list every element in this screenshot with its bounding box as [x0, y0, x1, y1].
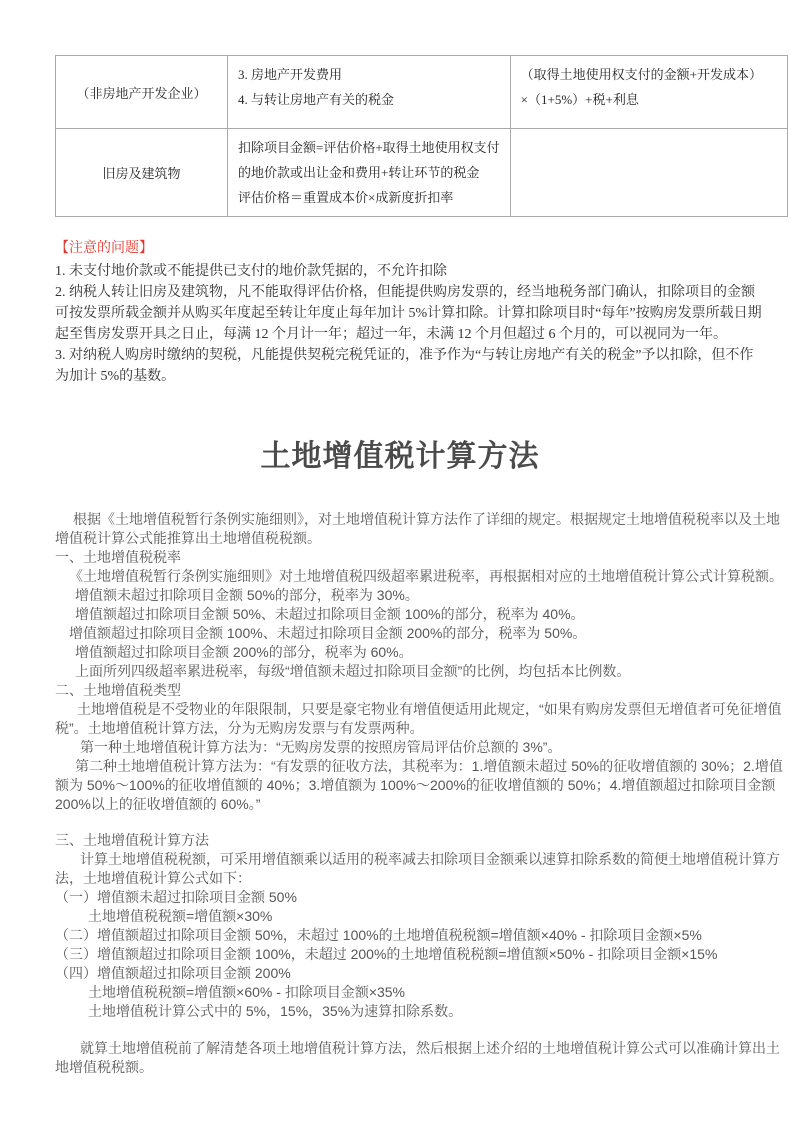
section-heading-3: 三、土地增值税计算方法 [55, 832, 209, 848]
table-cell-deduction-items [228, 56, 511, 129]
article-paragraph: 《土地增值税暂行条例实施细则》对土地增值税四级超率累进税率，再根据相对应的土地增值税计算公式计算税额。 [69, 568, 783, 584]
note-item: 1. 未支付地价款或不能提供已支付的地价款凭据的，不允许扣除 [55, 264, 447, 279]
table-cell-line: 扣除项目金额=评估价格+取得土地使用权支付 [238, 140, 500, 155]
article-paragraph: 增值额超过扣除项目金额 200%的部分，税率为 60%。 [75, 644, 413, 660]
notes-header: 【注意的问题】 [55, 241, 153, 256]
section-heading-2: 二、土地增值税类型 [55, 682, 181, 698]
article-paragraph: 第一种土地增值税计算方法为：“无购房发票的按照房管局评估价总额的 3%”。 [80, 739, 562, 755]
article-body [55, 510, 792, 1077]
table-cell-category: 旧房及建筑物 [56, 129, 228, 217]
article-paragraph: 计算土地增值税税额，可采用增值额乘以适用的税率减去扣除项目金额乘以速算扣除系数的简便土地增值税计算方法，土地增值税计算公式如下： [55, 851, 780, 886]
article-paragraph: （四）增值额超过扣除项目金额 200% [55, 965, 291, 981]
notes-section [55, 238, 767, 387]
article-paragraph: （一）增值额未超过扣除项目金额 50% [55, 889, 297, 905]
page-title: 土地增值税计算方法 [260, 440, 540, 473]
table-row [56, 129, 788, 217]
article-formula: 土地增值税税额=增值额×30% [88, 908, 273, 924]
table-cell-line: ×（1+5%）+税+利息 [520, 92, 639, 107]
article-formula: 土地增值税税额=增值额×60% - 扣除项目金额×35% [88, 984, 406, 1000]
article-paragraph: 第二种土地增值税计算方法为：“有发票的征收方法，其税率为：1.增值额未超过 50%的征收增值额的 30%；2.增值额为 50%～100%的征收增值额的 40%；3.增值额为 100%～200%的征收增值额的 50%；4.增值额超过扣除项目金额 200%以上的征收增值额的 60%。” [55, 758, 783, 812]
table-row [56, 56, 788, 129]
deduction-table [55, 55, 788, 217]
table-cell-category: （非房地产开发企业） [56, 56, 228, 129]
table-cell-formula [510, 56, 787, 129]
article-paragraph-conclusion: 就算土地增值税前了解清楚各项土地增值税计算方法，然后根据上述介绍的土地增值税计算公式可以准确计算出土地增值税税额。 [55, 1040, 780, 1075]
article-paragraph: 土地增值税计算公式中的 5%，15%，35%为速算扣除系数。 [88, 1003, 463, 1019]
document-page [0, 55, 800, 1132]
table-cell-deduction-items [228, 129, 511, 217]
table-cell-line: 4. 与转让房地产有关的税金 [238, 92, 395, 107]
article-paragraph: 增值额超过扣除项目金额 50%、未超过扣除项目金额 100%的部分，税率为 40%。 [75, 606, 585, 622]
table-cell-line: （取得土地使用权支付的金额+开发成本） [520, 67, 763, 82]
table-cell-line: 评估价格＝重置成本价×成新度折扣率 [238, 190, 454, 205]
table-cell-line: 3. 房地产开发费用 [238, 67, 343, 82]
note-item: 3. 对纳税人购房时缴纳的契税，凡能提供契税完税凭证的，准予作为“与转让房地产有关的税金”予以扣除，但不作为加计 5%的基数。 [55, 348, 754, 384]
article-paragraph-intro: 根据《土地增值税暂行条例实施细则》，对土地增值税计算方法作了详细的规定。根据规定土地增值税税率以及土地增值税计算公式能推算出土地增值税税额。 [55, 511, 780, 546]
article-paragraph: （三）增值额超过扣除项目金额 100%，未超过 200%的土地增值税税额=增值额×50% - 扣除项目金额×15% [55, 946, 718, 962]
article-paragraph: 土地增值税是不受物业的年限限制，只要是豪宅物业有增值便适用此规定，“如果有购房发票但无增值者可免征增值税”。土地增值税计算方法，分为无购房发票与有发票两种。 [55, 701, 782, 736]
note-item: 2. 纳税人转让旧房及建筑物，凡不能取得评估价格，但能提供购房发票的，经当地税务部门确认，扣除项目的金额可按发票所载金额并从购买年度起至转让年度止每年加计 5%计算扣除。计算扣除项目时“每年”按购房发票所载日期起至售房发票开具之日止，每满 12 个月计一年；超过一年，未满 12 个月但超过 6 个月的，可以视同为一年。 [55, 285, 762, 342]
article-paragraph: 增值额未超过扣除项目金额 50%的部分，税率为 30%。 [75, 587, 419, 603]
article-paragraph: （二）增值额超过扣除项目金额 50%，未超过 100%的土地增值税税额=增值额×40% - 扣除项目金额×5% [55, 927, 702, 943]
table-cell-formula-empty [510, 129, 787, 217]
article-paragraph: 增值额超过扣除项目金额 100%、未超过扣除项目金额 200%的部分，税率为 50%。 [69, 625, 587, 641]
section-heading-1: 一、土地增值税税率 [55, 549, 181, 565]
article-paragraph: 上面所列四级超率累进税率，每级“增值额未超过扣除项目金额”的比例，均包括本比例数。 [75, 663, 631, 679]
table-cell-line: 的地价款或出让金和费用+转让环节的税金 [238, 165, 480, 180]
